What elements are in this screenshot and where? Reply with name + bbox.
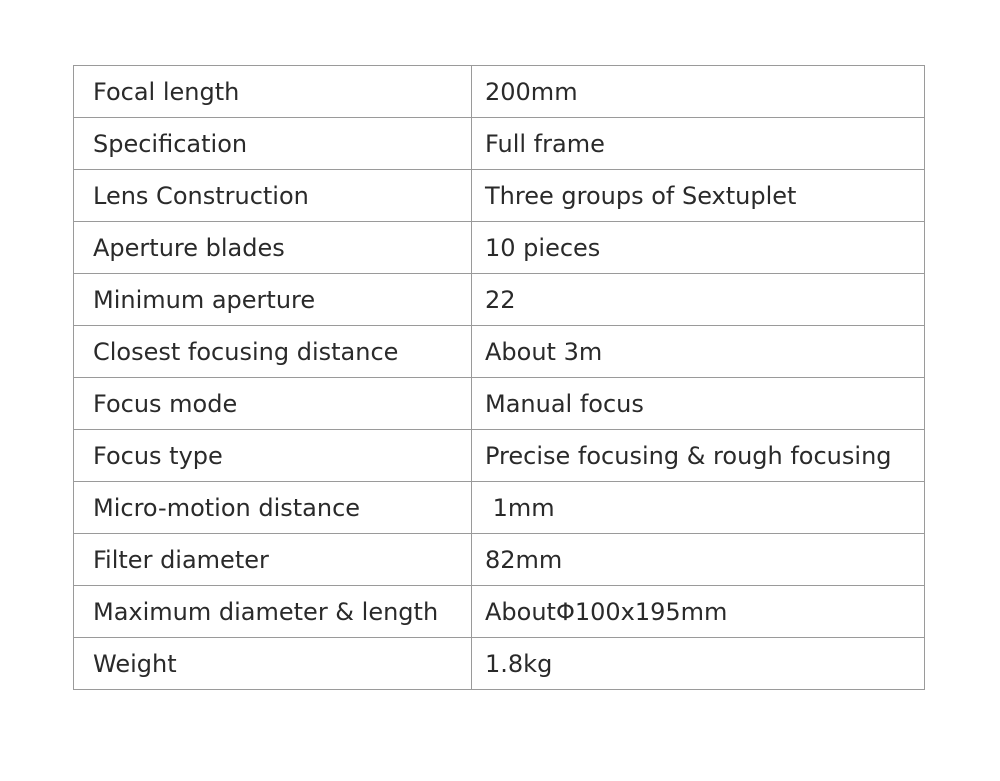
spec-table-body — [74, 66, 925, 690]
spec-label: Focus mode — [74, 378, 472, 430]
spec-label: Focus type — [74, 430, 472, 482]
table-row — [74, 118, 925, 170]
table-row — [74, 222, 925, 274]
spec-label: Maximum diameter & length — [74, 586, 472, 638]
spec-value: Three groups of Sextuplet — [472, 170, 925, 222]
spec-value: 10 pieces — [472, 222, 925, 274]
table-row — [74, 430, 925, 482]
spec-value: 22 — [472, 274, 925, 326]
table-row — [74, 274, 925, 326]
spec-label: Focal length — [74, 66, 472, 118]
spec-label: Filter diameter — [74, 534, 472, 586]
spec-label: Lens Construction — [74, 170, 472, 222]
table-row — [74, 326, 925, 378]
table-row — [74, 638, 925, 690]
table-row — [74, 482, 925, 534]
spec-label: Micro-motion distance — [74, 482, 472, 534]
spec-value: 1.8kg — [472, 638, 925, 690]
table-row — [74, 170, 925, 222]
spec-value: Full frame — [472, 118, 925, 170]
table-row — [74, 586, 925, 638]
table-row — [74, 534, 925, 586]
spec-label: Aperture blades — [74, 222, 472, 274]
spec-value: Precise focusing & rough focusing — [472, 430, 925, 482]
spec-value: About 3m — [472, 326, 925, 378]
spec-value: 82mm — [472, 534, 925, 586]
spec-value: 200mm — [472, 66, 925, 118]
spec-value: AboutΦ100x195mm — [472, 586, 925, 638]
spec-label: Weight — [74, 638, 472, 690]
table-row — [74, 378, 925, 430]
spec-value: Manual focus — [472, 378, 925, 430]
spec-label: Closest focusing distance — [74, 326, 472, 378]
spec-value: 1mm — [472, 482, 925, 534]
spec-table — [73, 65, 925, 690]
spec-label: Minimum aperture — [74, 274, 472, 326]
spec-label: Specification — [74, 118, 472, 170]
table-row — [74, 66, 925, 118]
